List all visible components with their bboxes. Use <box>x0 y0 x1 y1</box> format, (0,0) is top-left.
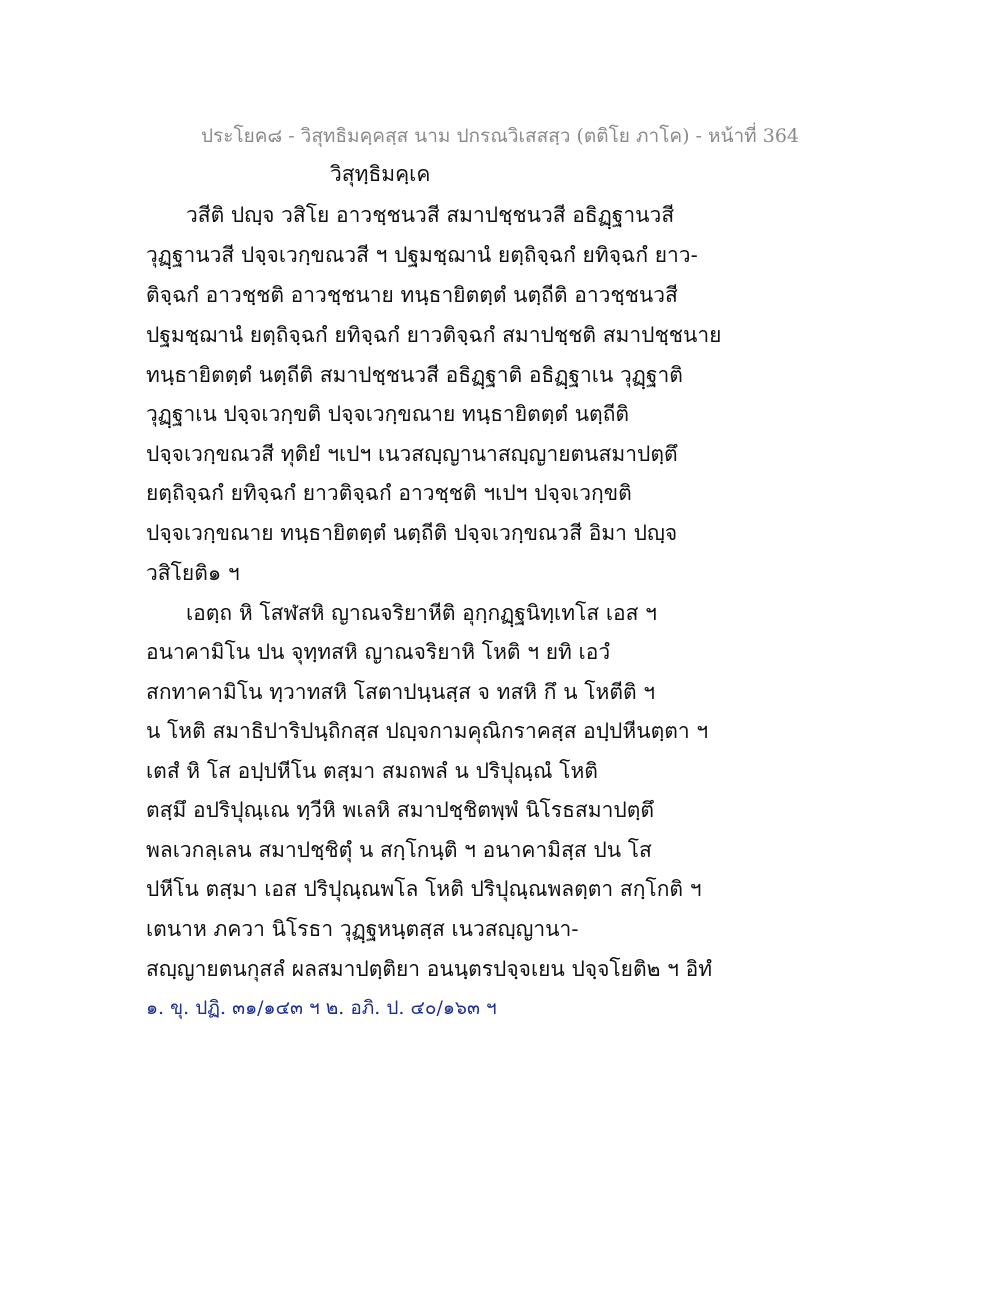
body-line: สกทาคามิโน ทฺวาทสหิ โสตาปนฺนสฺส จ ทสหิ กึ น โหตีติ ฯ <box>146 680 656 704</box>
body-line: สญฺญายตนกุสลํ ผลสมาปตฺติยา อนนฺตรปจฺจเยน ปจฺจโยติ๒ ฯ อิทํ <box>146 957 713 981</box>
footnote: ๑. ขุ. ปฏิ. ๓๑/๑๔๓ ฯ ๒. อภิ. ป. ๔๐/๑๖๓ ฯ <box>146 997 497 1019</box>
body-line: วุฏฺฐานวสี ปจฺจเวกฺขณวสี ฯ ปฐมชฺฌานํ ยตฺถิจฺฉกํ ยทิจฺฉกํ ยาว- <box>146 243 698 267</box>
body-line: วสิโยติ๑ ฯ <box>146 561 240 585</box>
body-line: เตนาห ภควา นิโรธา วุฏฺฐหนฺตสฺส เนวสญฺญานา- <box>146 917 579 941</box>
body-line: ทนฺธายิตตฺตํ นตฺถีติ สมาปชฺชนวสี อธิฏฺฐาติ อธิฏฺฐาเน วุฏฺฐาติ <box>146 363 683 387</box>
running-header: ประโยค๘ - วิสุทธิมคฺคสฺส นาม ปกรณวิเสสสฺว (ตติโย ภาโค) - หน้าที่ 364 <box>200 125 800 147</box>
body-line: ติจฺฉกํ อาวชฺชติ อาวชฺชนาย ทนฺธายิตตฺตํ นตฺถีติ อาวชฺชนวสี <box>146 283 678 307</box>
body-line: ยตฺถิจฺฉกํ ยทิจฺฉกํ ยาวติจฺฉกํ อาวชฺชติ ฯเปฯ ปจฺจเวกฺขติ <box>146 481 632 505</box>
body-line: วสีติ ปญฺจ วสิโย อาวชฺชนวสี สมาปชฺชนวสี อธิฏฺฐานวสี <box>186 203 675 227</box>
body-line: วุฏฺฐาเน ปจฺจเวกฺขติ ปจฺจเวกฺขณาย ทนฺธายิตตฺตํ นตฺถีติ <box>146 402 630 426</box>
body-line: ปฐมชฺฌานํ ยตฺถิจฺฉกํ ยทิจฺฉกํ ยาวติจฺฉกํ สมาปชฺชติ สมาปชฺชนาย <box>146 323 722 347</box>
body-line: พลเวกลฺเลน สมาปชฺชิตุํ น สกฺโกนฺติ ฯ อนาคามิสฺส ปน โส <box>146 838 652 862</box>
body-line: เตสํ หิ โส อปฺปหีโน ตสฺมา สมถพลํ น ปริปุณฺณํ โหติ <box>146 759 598 783</box>
body-line: น โหติ สมาธิปาริปนฺถิกสฺส ปญฺจกามคุณิกราคสฺส อปฺปหีนตฺตา ฯ <box>146 719 709 743</box>
body-line: อนาคามิโน ปน จุทฺทสหิ ญาณจริยาหิ โหติ ฯ ยทิ เอวํ <box>146 640 611 664</box>
body-line: ตสฺมึ อปริปุณฺเณ ทฺวีหิ พเลหิ สมาปชฺชิตพฺพํ นิโรธสมาปตฺตึ <box>146 798 654 822</box>
body-line: ปจฺจเวกฺขณาย ทนฺธายิตตฺตํ นตฺถีติ ปจฺจเวกฺขณวสี อิมา ปญฺจ <box>146 521 678 545</box>
body-line: ปจฺจเวกฺขณวสี ทุติยํ ฯเปฯ เนวสญฺญานาสญฺญายตนสมาปตฺตึ <box>146 442 678 466</box>
body-line: ปหีโน ตสฺมา เอส ปริปุณฺณพโล โหติ ปริปุณฺณพลตฺตา สกฺโกติ ฯ <box>146 877 702 901</box>
body-line: เอตฺถ หิ โสฬสหิ ญาณจริยาหีติ อุกฺกฏฺฐนิทฺเทโส เอส ฯ <box>186 601 657 625</box>
section-title: วิสุทฺธิมคฺเค <box>330 162 431 186</box>
